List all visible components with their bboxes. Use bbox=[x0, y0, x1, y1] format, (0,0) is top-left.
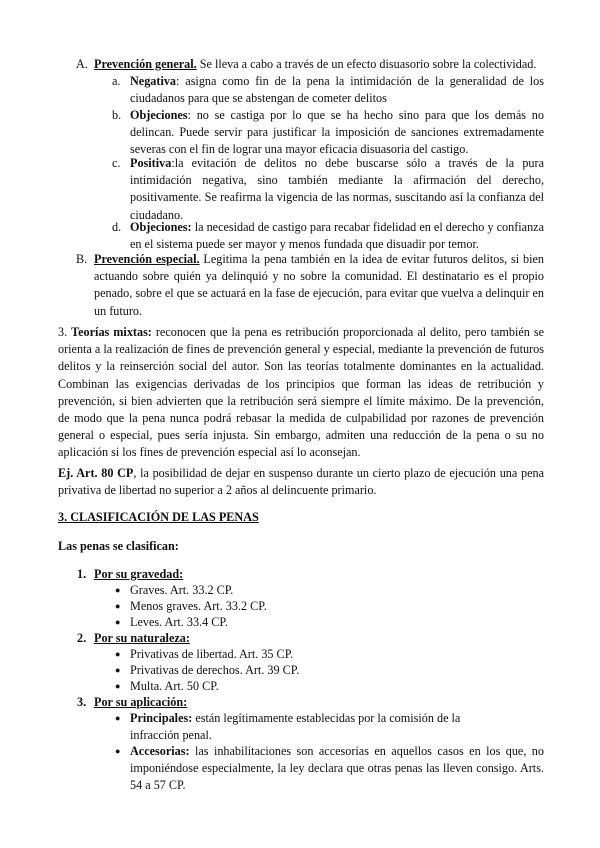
objeciones-term-2: Objeciones: bbox=[130, 220, 192, 234]
positiva-paragraph bbox=[130, 155, 544, 224]
list-item: Menos graves. Art. 33.2 CP. bbox=[130, 599, 267, 613]
list-marker-a: A. bbox=[76, 57, 88, 71]
sublist-marker-b: b. bbox=[112, 108, 122, 122]
class-title-naturaleza: Por su naturaleza: bbox=[94, 631, 190, 645]
class-title-aplicacion: Por su aplicación: bbox=[94, 695, 188, 709]
teorias-mixtas-text: reconocen que la pena es retribución proporcionada al delito, pero también se orienta a la realización de fines de prevención general y especial, mediante la prevención de futuros delitos y la reinserción social del autor. Son las teorías totalmente dominantes en la actualidad. Combinan las exigencias derivadas de los principios que forman las ideas de retribución y prevención, si bien advierten que la retribución será siempre el límite máximo. De la prevención, de modo que la pena nunca podrá rebasar la medida de culpabilidad por razones de prevención general o especial, pues sería injusta. Sin embargo, admiten una reducción de la pena o su no aplicación si los fines de prevención especial así lo aconsejan. bbox=[58, 325, 544, 460]
negativa-text: : asigna como fin de la pena la intimidación de la generalidad de los ciudadanos para que se abstengan de cometer delitos bbox=[130, 74, 544, 106]
teorias-mixtas-lead: 3. bbox=[58, 325, 72, 339]
bullet-icon: ● bbox=[115, 681, 121, 691]
bullet-icon: ● bbox=[115, 585, 121, 595]
sublist-marker-c: c. bbox=[112, 156, 121, 170]
principales-item bbox=[130, 710, 496, 744]
prevencion-general-text: Se lleva a cabo a través de un efecto disuasorio sobre la colectividad. bbox=[199, 57, 537, 71]
bullet-icon: ● bbox=[115, 665, 121, 675]
positiva-term: Positiva bbox=[130, 156, 172, 170]
principales-text: están legítimamente establecidas por la comisión de la infracción penal. bbox=[130, 711, 461, 743]
objeciones-text-1: : no se castiga por lo que se ha hecho sino para que los demás no delincan. Puede servir para justificar la imposición de sanciones extremadamente severas con el fin de lograr una mayor eficacia disuasoria del castigo. bbox=[130, 108, 544, 157]
objeciones-paragraph-1 bbox=[130, 107, 544, 159]
prevencion-general-paragraph bbox=[94, 56, 544, 73]
list-item: Graves. Art. 33.2 CP. bbox=[130, 583, 234, 597]
positiva-text: :la evitación de delitos no debe buscarse sólo a través de la pura intimidación negativa, sino también mediante la afirmación del derecho, positivamente. Se reafirma la vigencia de las normas, suscitando así la confianza del ciudadano. bbox=[130, 156, 544, 222]
list-item: Privativas de libertad. Art. 35 CP. bbox=[130, 647, 294, 661]
bullet-icon: ● bbox=[115, 617, 121, 627]
prevencion-especial-paragraph bbox=[94, 251, 544, 320]
bullet-icon: ● bbox=[115, 713, 121, 723]
ejemplo-paragraph bbox=[58, 465, 544, 499]
accesorias-item bbox=[130, 743, 544, 795]
list-item: Privativas de derechos. Art. 39 CP. bbox=[130, 663, 300, 677]
teorias-mixtas-paragraph bbox=[58, 324, 544, 462]
objeciones-paragraph-2 bbox=[130, 219, 544, 253]
class-marker-2: 2. bbox=[77, 631, 87, 645]
list-item: Leves. Art. 33.4 CP. bbox=[130, 615, 228, 629]
objeciones-text-2: la necesidad de castigo para recabar fidelidad en el derecho y confianza en el sistema puede ser mayor y menos fundada que disuadir por temor. bbox=[130, 220, 544, 252]
bullet-icon: ● bbox=[115, 746, 121, 756]
class-title-gravedad: Por su gravedad: bbox=[94, 567, 184, 581]
clasifican-label: Las penas se clasifican: bbox=[58, 539, 179, 553]
class-marker-1: 1. bbox=[77, 567, 87, 581]
principales-term: Principales: bbox=[130, 711, 193, 725]
negativa-paragraph bbox=[130, 73, 544, 107]
accesorias-term: Accesorias: bbox=[130, 744, 190, 758]
negativa-term: Negativa bbox=[130, 74, 177, 88]
bullet-icon: ● bbox=[115, 601, 121, 611]
bullet-icon: ● bbox=[115, 649, 121, 659]
sublist-marker-a: a. bbox=[112, 74, 121, 88]
teorias-mixtas-title: Teorías mixtas: bbox=[71, 325, 152, 339]
prevencion-especial-title: Prevención especial. bbox=[94, 252, 200, 266]
list-marker-b: B. bbox=[76, 252, 88, 266]
sublist-marker-d: d. bbox=[112, 220, 122, 234]
prevencion-general-title: Prevención general. bbox=[94, 57, 197, 71]
prevencion-especial-text: Legitima la pena también en la idea de evitar futuros delitos, si bien actuando sobre quién ya delinquió y no sobre la comunidad. El destinatario es el propio penado, sobre el que se actuará en la fase de ejecución, para evitar que vuelva a delinquir en un futuro. bbox=[94, 252, 544, 318]
list-item: Multa. Art. 50 CP. bbox=[130, 679, 219, 693]
ejemplo-title: Ej. Art. 80 CP bbox=[58, 466, 134, 480]
class-marker-3: 3. bbox=[77, 695, 87, 709]
objeciones-term-1: Objeciones bbox=[130, 108, 188, 122]
accesorias-text: las inhabilitaciones son accesorias en aquellos casos en los que, no imponiéndose especialmente, la ley declara que otras penas las lleven consigo. Arts. 54 a 57 CP. bbox=[130, 744, 544, 793]
section-heading: 3. CLASIFICACIÓN DE LAS PENAS bbox=[58, 510, 259, 524]
ejemplo-text: , la posibilidad de dejar en suspenso durante un cierto plazo de ejecución una pena privativa de libertad no superior a 2 años al delincuente primario. bbox=[58, 466, 544, 498]
